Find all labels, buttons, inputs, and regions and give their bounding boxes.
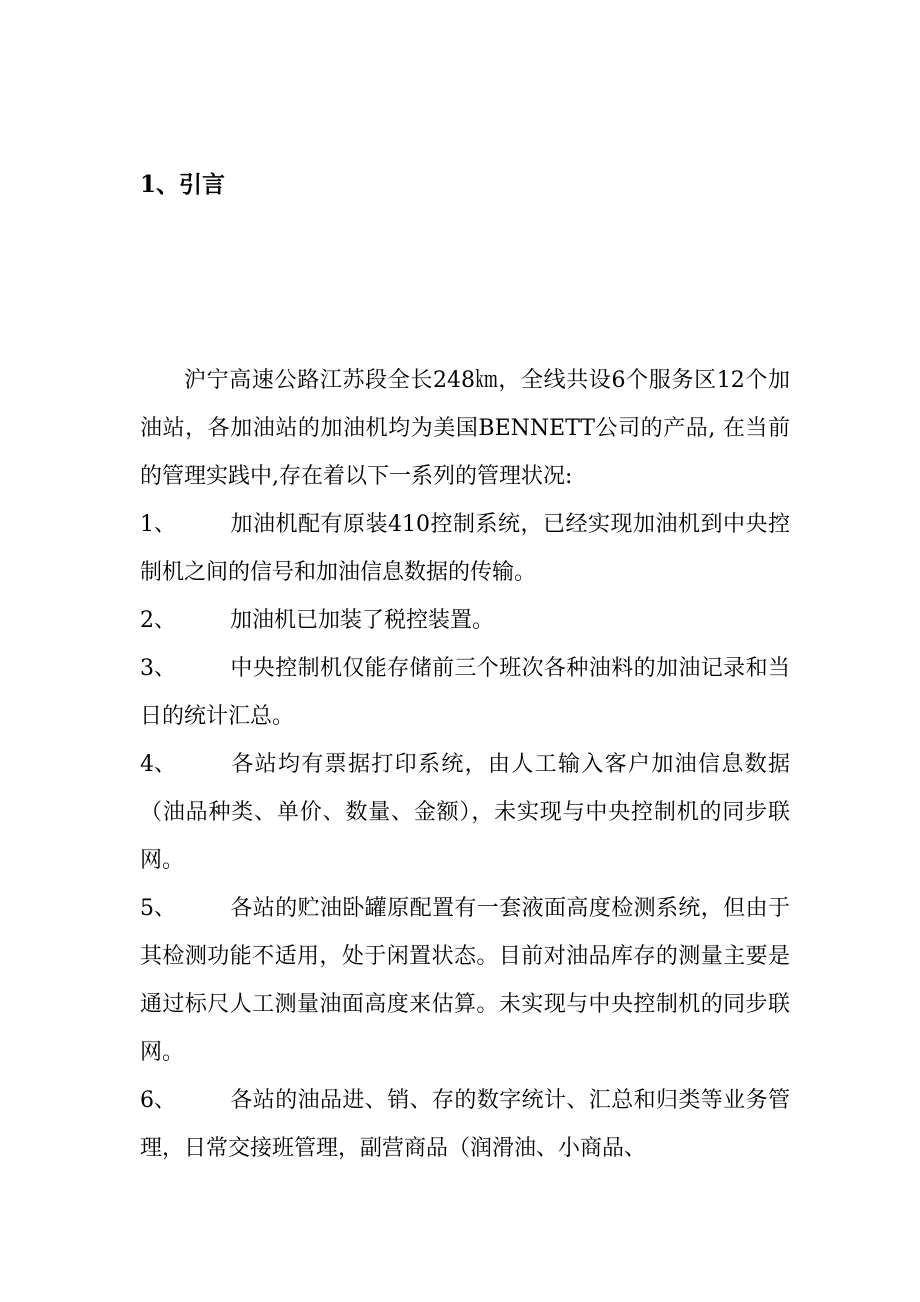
list-item-text: 各站的油品进、销、存的数字统计、汇总和归类等业务管理，日常交接班管理，副营商品（润滑油、小商品、 [140,1088,790,1161]
list-item-number: 2、 [140,608,176,633]
list-item-number: 3、 [140,656,176,681]
list-item [140,501,790,597]
list-item-number: 5、 [140,896,176,921]
intro-paragraph: 沪宁高速公路江苏段全长248㎞，全线共设6个服务区12个加油站，各加油站的加油机均为美国BENNETT公司的产品, 在当前的管理实践中,存在着以下一系列的管理状况: [140,368,790,489]
list-item [140,885,790,1077]
list-item [140,1077,790,1173]
list-item-text: 加油机配有原装410控制系统，已经实现加油机到中央控制机之间的信号和加油信息数据的传输。 [140,512,790,585]
list-item [140,597,790,645]
list-item-text: 各站的贮油卧罐原配置有一套液面高度检测系统，但由于其检测功能不适用，处于闲置状态。目前对油品库存的测量主要是通过标尺人工测量油面高度来估算。未实现与中央控制机的同步联网。 [140,896,790,1065]
list-item-number: 1、 [140,512,176,537]
list-item [140,741,790,885]
list-item-text: 加油机已加装了税控装置。 [230,608,495,633]
list-item-number: 4、 [140,752,176,777]
section-heading: 1、引言 [140,171,226,198]
document-body [140,357,790,1173]
list-item [140,645,790,741]
list-item-text: 中央控制机仅能存储前三个班次各种油料的加油记录和当日的统计汇总。 [140,656,790,729]
list-item-text: 各站均有票据打印系统，由人工输入客户加油信息数据（油品种类、单价、数量、金额），未实现与中央控制机的同步联网。 [140,752,790,873]
list-item-number: 6、 [140,1088,176,1113]
